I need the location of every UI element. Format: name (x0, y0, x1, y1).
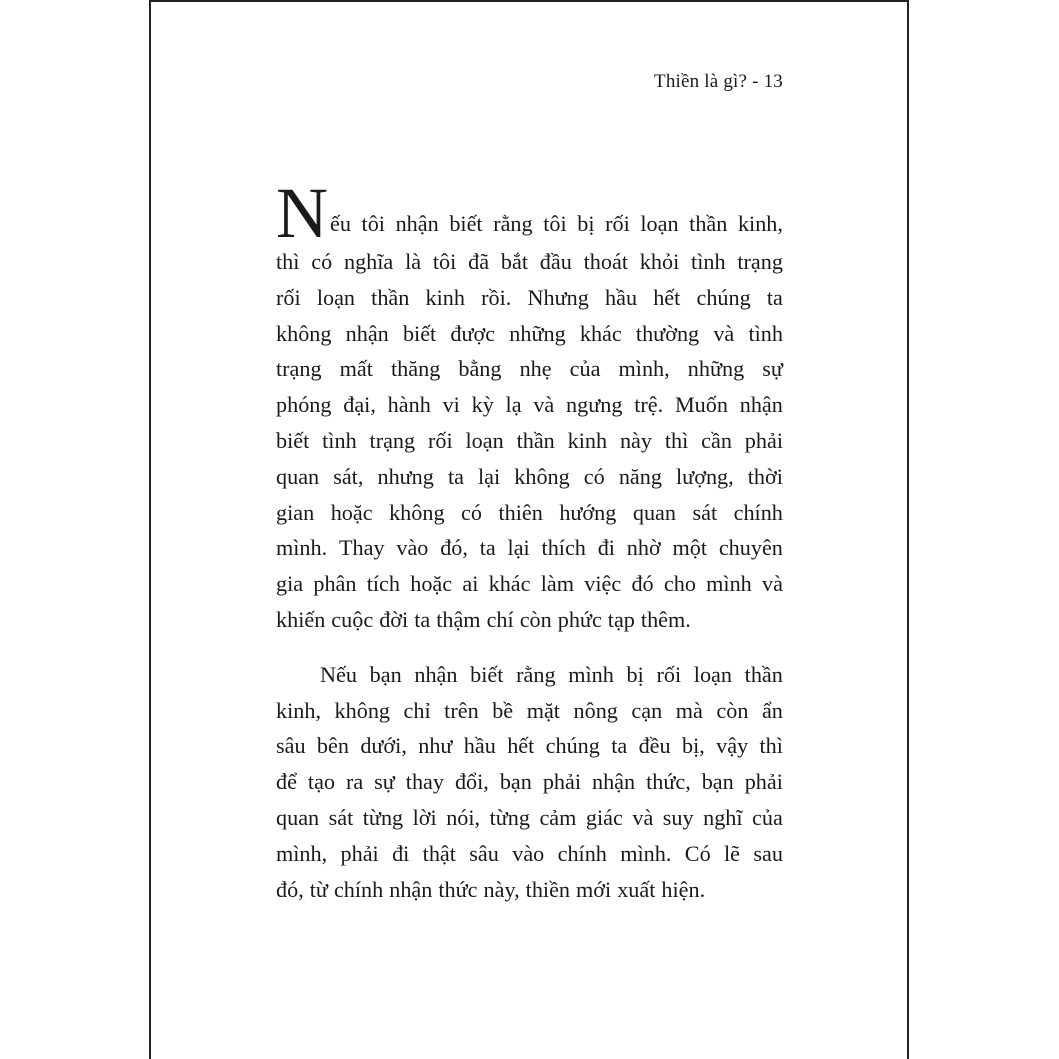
word: loạn (693, 661, 732, 687)
word: những (687, 356, 745, 382)
word: hoặc (410, 571, 453, 597)
word: ta (766, 284, 783, 310)
word: Muốn (674, 392, 728, 418)
word: trạng (737, 249, 783, 274)
word: là (405, 249, 422, 274)
word: nhẹ (519, 356, 552, 382)
word: khiến (276, 606, 326, 632)
word: sau (753, 840, 783, 866)
word: bạn (499, 769, 532, 795)
word: hầu (463, 733, 496, 759)
word: loạn (640, 211, 679, 237)
word: hành (387, 392, 431, 418)
word: nhận (414, 661, 458, 687)
word: lại (507, 535, 530, 561)
word: cuộc (331, 606, 374, 632)
word: mình. (620, 840, 672, 866)
word: sâu (276, 733, 306, 759)
word: có (461, 499, 482, 525)
word: thời (747, 463, 783, 489)
word: rối (656, 661, 682, 687)
word: bị, (681, 733, 705, 759)
text-line (276, 530, 783, 566)
word: đi (392, 840, 410, 866)
word: và (713, 320, 735, 346)
word: tình (691, 249, 726, 274)
word: tình (748, 320, 783, 346)
word: thiên (498, 499, 543, 525)
word: rối (605, 211, 630, 237)
word: không (514, 463, 570, 489)
word: mới (576, 876, 612, 902)
drop-cap: N (276, 173, 328, 253)
word: ta (447, 463, 464, 489)
word: gia (276, 571, 304, 597)
word: bị (626, 661, 644, 687)
word: khác (488, 571, 531, 597)
word: nói, (446, 804, 481, 830)
word: sát (328, 804, 354, 830)
word: rối (276, 284, 301, 310)
text-line (276, 387, 783, 423)
word: hướng (559, 499, 617, 525)
word: lại (478, 463, 501, 489)
word: tôi (432, 249, 457, 274)
word: chí (486, 606, 514, 632)
word: biết (470, 661, 504, 687)
word: vào (396, 535, 429, 561)
text-line (276, 423, 783, 459)
word: không (276, 320, 332, 346)
word: một (672, 535, 708, 561)
word: và (533, 392, 555, 418)
word: bên (316, 733, 349, 759)
word: tôi (361, 211, 385, 237)
word: của (569, 356, 601, 382)
word: nhận (739, 392, 783, 418)
word: và (632, 804, 654, 830)
word: gian (276, 499, 315, 525)
word: khỏi (639, 249, 680, 274)
word: không (334, 697, 390, 723)
word: cảm (539, 804, 577, 830)
word: phức (557, 606, 602, 632)
word: đổi, (454, 769, 489, 795)
paragraph-1 (276, 244, 783, 638)
word: từng (362, 804, 404, 830)
word: thăng (391, 356, 441, 382)
word: chúng (545, 733, 600, 759)
word: sát (692, 499, 718, 525)
text-line (276, 693, 783, 729)
word: chính (557, 840, 607, 866)
word: tạp (607, 606, 635, 632)
word: rằng (493, 211, 533, 237)
word: hoặc (330, 499, 373, 525)
word: đều (638, 733, 671, 759)
word: ai (462, 571, 479, 597)
word: làm (540, 571, 575, 597)
text-line (276, 728, 783, 764)
word: vi (442, 392, 460, 418)
word: nhận (395, 211, 439, 237)
word: rồi. (481, 284, 512, 310)
word: bị (577, 211, 595, 237)
paragraph-1-first-line (276, 173, 783, 253)
word: trạng (276, 356, 322, 382)
word: đời (379, 606, 409, 632)
word: ếu (330, 211, 351, 237)
text-line (276, 602, 783, 638)
word: bắt (500, 249, 528, 274)
word: kỳ (471, 392, 494, 418)
word: phải (542, 769, 582, 795)
word: có (311, 249, 333, 274)
word: loạn (465, 427, 504, 453)
word: ta (479, 535, 496, 561)
word: kinh, (276, 697, 321, 723)
word: dưới, (360, 733, 407, 759)
text-line (276, 459, 783, 495)
paragraph-spacer (276, 638, 783, 657)
word: chính (733, 499, 783, 525)
word: thần (516, 427, 555, 453)
word: Thay (338, 535, 385, 561)
word: rằng (516, 661, 556, 687)
word: phóng (276, 392, 332, 418)
word: ẩn (761, 697, 783, 723)
word: thì (276, 249, 300, 274)
word: loạn (316, 284, 356, 310)
word: sự (762, 356, 783, 382)
word: kinh (567, 427, 608, 453)
word: Nhưng (527, 284, 589, 310)
word: sát, (333, 463, 364, 489)
word: nhờ (626, 535, 661, 561)
word: hết (507, 733, 535, 759)
running-header: Thiền là gì? - 13 (654, 71, 783, 92)
word: thần (371, 284, 410, 310)
word: vào (512, 840, 545, 866)
word: sự (374, 769, 395, 795)
word: chuyên (718, 535, 783, 561)
word: mình (568, 661, 614, 687)
word: mặt (526, 697, 560, 723)
text-line (276, 800, 783, 836)
word: năng (618, 463, 662, 489)
word: và (762, 571, 783, 597)
word: những (509, 320, 566, 346)
word: đầu (539, 249, 572, 274)
text-line (276, 280, 783, 316)
word: hầu (605, 284, 638, 310)
text-line (276, 657, 783, 693)
word: bằng (458, 356, 502, 382)
word: lẽ (724, 840, 741, 866)
word: sâu (469, 840, 499, 866)
word: nhận (345, 320, 389, 346)
word: việc (584, 571, 622, 597)
word: khác (579, 320, 622, 346)
word: mình (706, 571, 752, 597)
word: tạo (307, 769, 336, 795)
word: thức, (646, 769, 691, 795)
word: suy (662, 804, 694, 830)
word: nhưng (377, 463, 434, 489)
word: thì (759, 733, 783, 759)
word: biết (276, 427, 310, 453)
word: trệ. (634, 392, 664, 418)
word: để (276, 769, 297, 795)
word: như (418, 733, 453, 759)
word: rối (427, 427, 453, 453)
word: đã (468, 249, 490, 274)
word: bề (492, 697, 514, 723)
word: chỉ (403, 697, 431, 723)
word: nghĩa (343, 249, 394, 274)
word: chúng (696, 284, 751, 310)
word: thức (438, 876, 478, 902)
text-line (276, 244, 783, 280)
text-line (276, 351, 783, 387)
word: thần (689, 211, 728, 237)
word: nhận (591, 769, 636, 795)
word: thường (635, 320, 700, 346)
paragraph-2 (276, 657, 783, 908)
book-page (149, 0, 909, 1059)
word: biết (402, 320, 437, 346)
word: thậm (436, 606, 481, 632)
word: chính (333, 876, 384, 902)
word: cạn (631, 697, 663, 723)
word: thiền (525, 876, 571, 902)
word: thì (664, 427, 689, 453)
word: đó, (276, 876, 304, 902)
word: hiện. (661, 876, 706, 902)
word: ra (345, 769, 364, 795)
word: mất (339, 356, 373, 382)
word: giác (585, 804, 623, 830)
word: thêm. (640, 606, 691, 632)
word: Có (684, 840, 711, 866)
word: mình, (276, 840, 328, 866)
word: phải (340, 840, 379, 866)
word: đại, (343, 392, 376, 418)
word: nông (573, 697, 618, 723)
word: mình, (618, 356, 670, 382)
word: trạng (369, 427, 416, 453)
word: kinh (425, 284, 465, 310)
word: đó (631, 571, 654, 597)
word: hết (653, 284, 681, 310)
word: lời (412, 804, 437, 830)
word: từng (489, 804, 530, 830)
word: ta (414, 606, 431, 632)
word: phân (313, 571, 357, 597)
word: còn (519, 606, 552, 632)
word: kinh, (737, 211, 783, 237)
word: mà (675, 697, 703, 723)
word: vậy (716, 733, 749, 759)
word: được (450, 320, 496, 346)
word: từ (309, 876, 328, 902)
word: phải (744, 427, 783, 453)
word: quan (632, 499, 676, 525)
word: trên (444, 697, 479, 723)
word: còn (716, 697, 749, 723)
text-line (276, 836, 783, 872)
word: mình. (276, 535, 328, 561)
word: không (389, 499, 445, 525)
word: có (583, 463, 605, 489)
word: đi (597, 535, 615, 561)
word: thích (541, 535, 586, 561)
word: ta (611, 733, 628, 759)
first-line-text (330, 206, 783, 244)
word: thoát (583, 249, 628, 274)
word: của (752, 804, 783, 830)
word: thật (422, 840, 456, 866)
word: cần (701, 427, 732, 453)
text-line (276, 872, 783, 908)
text-line (276, 764, 783, 800)
word: nhận (389, 876, 433, 902)
word: lạ (505, 392, 522, 418)
word: Nếu (320, 661, 357, 687)
word: thay (405, 769, 444, 795)
word: tôi (543, 211, 567, 237)
word: cho (663, 571, 696, 597)
text-line (276, 495, 783, 531)
word: quan (276, 463, 320, 489)
word: quan (276, 804, 320, 830)
word: bạn (701, 769, 734, 795)
word: tích (366, 571, 400, 597)
body-text (276, 173, 783, 907)
text-line (276, 566, 783, 602)
word: này (619, 427, 652, 453)
word: xuất (617, 876, 656, 902)
word: này, (483, 876, 520, 902)
word: biết (449, 211, 483, 237)
word: thần (744, 661, 783, 687)
word: tình (322, 427, 357, 453)
word: phải (744, 769, 783, 795)
text-line (276, 316, 783, 352)
word: lượng, (676, 463, 734, 489)
word: nghĩ (703, 804, 743, 830)
word: bạn (369, 661, 402, 687)
word: ngưng (566, 392, 623, 418)
word: đó, (440, 535, 468, 561)
